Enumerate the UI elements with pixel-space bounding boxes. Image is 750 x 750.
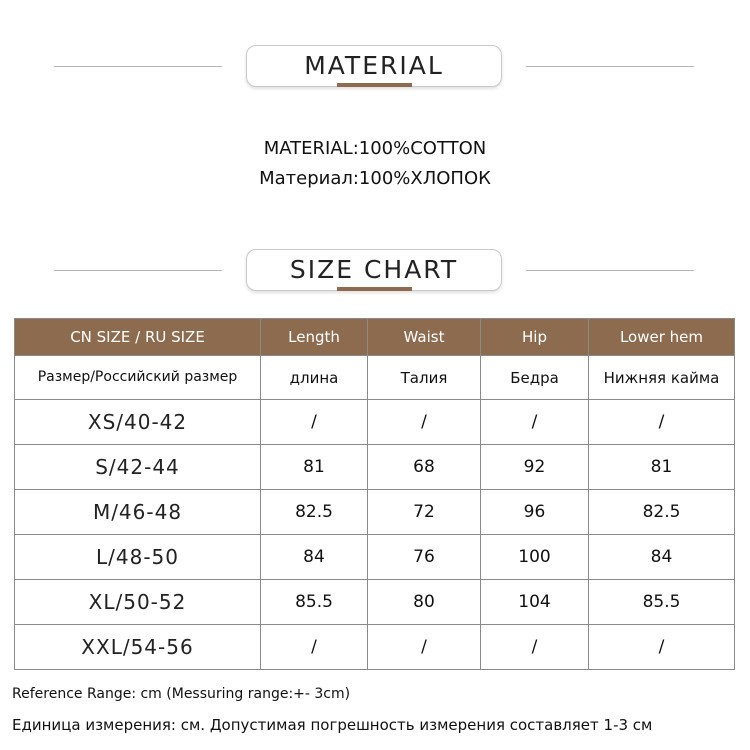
cell-size: M/46-48 [15, 490, 261, 535]
header-size: CN SIZE / RU SIZE [15, 319, 261, 356]
cell-hip: / [481, 625, 589, 670]
cell-length: 84 [261, 535, 368, 580]
ru-header-hip: Бедра [481, 356, 589, 400]
cell-length: / [261, 625, 368, 670]
cell-hip: 100 [481, 535, 589, 580]
material-title: MATERIAL [304, 50, 444, 80]
cell-lower-hem: 85.5 [589, 580, 735, 625]
cell-lower-hem: / [589, 400, 735, 445]
ru-header-length: длина [261, 356, 368, 400]
cell-size: XXL/54-56 [15, 625, 261, 670]
cell-lower-hem: / [589, 625, 735, 670]
cell-lower-hem: 84 [589, 535, 735, 580]
measurement-note-ru: Единица измерения: см. Допустимая погрешность измерения составляет 1-3 см [12, 716, 653, 734]
cell-length: 82.5 [261, 490, 368, 535]
cell-length: 85.5 [261, 580, 368, 625]
size-chart-title-box [246, 249, 502, 291]
cell-waist: 68 [368, 445, 481, 490]
ru-header-lower-hem: Нижняя кайма [589, 356, 735, 400]
cell-size: XL/50-52 [15, 580, 261, 625]
header-divider-left [54, 270, 222, 271]
header-waist: Waist [368, 319, 481, 356]
size-chart-header [0, 249, 750, 301]
cell-waist: 80 [368, 580, 481, 625]
cell-hip: 92 [481, 445, 589, 490]
table-row [15, 490, 735, 535]
header-divider-right [526, 66, 694, 67]
material-line-en: MATERIAL:100%COTTON [263, 138, 487, 159]
cell-waist: 76 [368, 535, 481, 580]
cell-hip: 96 [481, 490, 589, 535]
cell-lower-hem: 81 [589, 445, 735, 490]
header-lower-hem: Lower hem [589, 319, 735, 356]
cell-hip: 104 [481, 580, 589, 625]
cell-size: S/42-44 [15, 445, 261, 490]
header-hip: Hip [481, 319, 589, 356]
cell-size: XS/40-42 [15, 400, 261, 445]
header-divider-right [526, 270, 694, 271]
table-row [15, 400, 735, 445]
material-title-box [246, 45, 502, 87]
material-title-underline [337, 83, 412, 87]
ru-header-size: Размер/Российский размер [15, 356, 261, 400]
cell-waist: / [368, 400, 481, 445]
table-row [15, 535, 735, 580]
cell-hip: / [481, 400, 589, 445]
table-row [15, 580, 735, 625]
cell-waist: / [368, 625, 481, 670]
size-chart-table [14, 318, 735, 670]
size-chart-title-underline [337, 287, 412, 291]
cell-length: / [261, 400, 368, 445]
material-header [0, 45, 750, 97]
material-line-ru: Материал:100%ХЛОПОК [259, 168, 491, 189]
header-length: Length [261, 319, 368, 356]
reference-range-note: Reference Range: cm (Messuring range:+- 3cm) [12, 686, 351, 702]
cell-lower-hem: 82.5 [589, 490, 735, 535]
table-row [15, 625, 735, 670]
cell-length: 81 [261, 445, 368, 490]
table-ru-header-row [15, 356, 735, 400]
header-divider-left [54, 66, 222, 67]
table-row [15, 445, 735, 490]
size-chart-title: SIZE CHART [289, 254, 459, 284]
cell-waist: 72 [368, 490, 481, 535]
cell-size: L/48-50 [15, 535, 261, 580]
ru-header-waist: Талия [368, 356, 481, 400]
table-header-row [15, 319, 735, 356]
